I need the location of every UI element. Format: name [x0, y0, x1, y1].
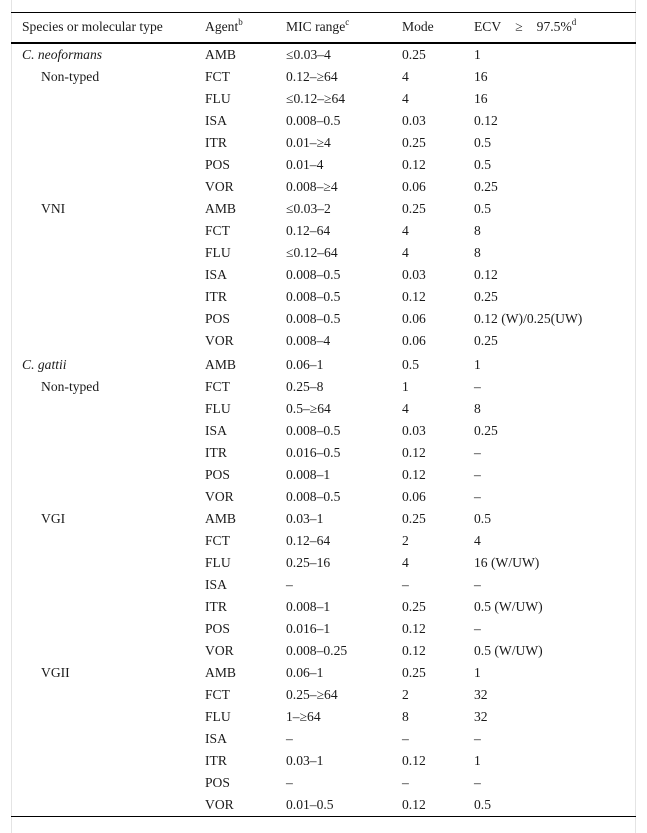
ecv-cell: 8 [474, 222, 481, 238]
species-cell: VGII [41, 664, 70, 680]
mode-cell: 0.5 [402, 356, 419, 372]
table-row [11, 794, 636, 817]
species-cell [11, 420, 195, 442]
mode-cell: 0.06 [402, 332, 426, 348]
mic-ecv-table [11, 12, 636, 817]
mic-range-cell: – [286, 774, 293, 790]
species-cell [11, 486, 195, 508]
species-cell [11, 398, 195, 420]
ecv-cell: 8 [474, 400, 481, 416]
mic-range-cell: 0.12–≥64 [286, 68, 338, 84]
agent-cell: FCT [205, 686, 230, 702]
mic-range-cell: 0.5–≥64 [286, 400, 331, 416]
mic-range-cell: 0.008–0.5 [286, 288, 341, 304]
mode-cell: 0.12 [402, 444, 426, 460]
mic-range-cell: 0.008–0.5 [286, 488, 341, 504]
mic-range-cell: ≤0.03–2 [286, 200, 331, 216]
ecv-cell: 0.12 [474, 112, 498, 128]
ecv-cell: 0.12 [474, 266, 498, 282]
table-row [11, 286, 636, 308]
mic-range-cell: 0.06–1 [286, 356, 324, 372]
mode-cell: 0.25 [402, 510, 426, 526]
species-cell [11, 132, 195, 154]
agent-cell: FCT [205, 378, 230, 394]
species-cell [11, 154, 195, 176]
table-row [11, 420, 636, 442]
agent-footnote-mark: b [238, 16, 243, 27]
mic-range-cell: 0.016–1 [286, 620, 331, 636]
mode-cell: 0.12 [402, 288, 426, 304]
agent-cell: AMB [205, 356, 236, 372]
ecv-cell: – [474, 444, 481, 460]
mic-range-cell: 1–≥64 [286, 708, 321, 724]
mode-cell: 4 [402, 90, 409, 106]
species-cell [11, 242, 195, 264]
species-cell [11, 772, 195, 794]
ecv-cell: – [474, 730, 481, 746]
table-row [11, 110, 636, 132]
agent-cell: ISA [205, 576, 227, 592]
ecv-cell: 1 [474, 356, 481, 372]
ecv-cell: 8 [474, 244, 481, 260]
ecv-cell: 0.12 (W)/0.25(UW) [474, 310, 583, 326]
mic-range-cell: 0.008–1 [286, 466, 331, 482]
mic-range-cell: 0.008–4 [286, 332, 331, 348]
agent-cell: ISA [205, 112, 227, 128]
mode-cell: 0.12 [402, 156, 426, 172]
table-row [11, 398, 636, 420]
agent-cell: POS [205, 774, 230, 790]
species-cell: Non-typed [41, 68, 100, 84]
mic-range-cell: – [286, 576, 293, 592]
mode-cell: 4 [402, 222, 409, 238]
table-row [11, 464, 636, 486]
ecv-cell: 0.5 [474, 134, 491, 150]
table-row [11, 662, 636, 684]
mode-cell: 0.25 [402, 664, 426, 680]
species-cell [11, 618, 195, 640]
table-row [11, 220, 636, 242]
table-row [11, 508, 636, 530]
table-row [11, 772, 636, 794]
mic-range-cell: 0.01–4 [286, 156, 324, 172]
agent-cell: FLU [205, 708, 231, 724]
table-row [11, 486, 636, 508]
table-row [11, 88, 636, 110]
table-row [11, 442, 636, 464]
species-cell [11, 750, 195, 772]
species-cell [11, 794, 195, 817]
ecv-cell: 0.5 [464, 794, 636, 817]
mic-range-cell: 0.12–64 [286, 532, 331, 548]
mode-cell: 0.12 [402, 620, 426, 636]
mode-cell: 0.25 [402, 598, 426, 614]
mic-range-cell: 0.25–≥64 [286, 686, 338, 702]
mode-cell: 0.12 [392, 794, 464, 817]
table-row [11, 242, 636, 264]
table-body [11, 43, 636, 817]
agent-cell: ITR [205, 288, 227, 304]
ecv-cell: 1 [474, 46, 481, 62]
table-row [11, 308, 636, 330]
mode-cell: 0.25 [402, 46, 426, 62]
ecv-operator: ≥ [515, 19, 523, 35]
table-row [11, 552, 636, 574]
species-cell [11, 552, 195, 574]
mode-cell: 0.06 [402, 310, 426, 326]
species-cell [11, 330, 195, 352]
table-row [11, 640, 636, 662]
mic-range-cell: 0.03–1 [286, 510, 324, 526]
agent-cell: VOR [205, 178, 234, 194]
species-cell [11, 264, 195, 286]
ecv-cell: 0.5 [474, 510, 491, 526]
ecv-cell: – [474, 378, 481, 394]
mode-cell: – [402, 576, 409, 592]
agent-cell: ITR [205, 752, 227, 768]
table-row [11, 330, 636, 352]
species-cell: VNI [41, 200, 66, 216]
mic-range-cell: 0.06–1 [286, 664, 324, 680]
mic-range-cell: 0.008–0.5 [286, 310, 341, 326]
agent-cell: FLU [205, 400, 231, 416]
species-cell [11, 176, 195, 198]
table-row [11, 352, 636, 376]
agent-cell: FLU [205, 554, 231, 570]
mic-range-cell: 0.25–16 [286, 554, 331, 570]
ecv-cell: 16 [474, 68, 488, 84]
ecv-cell: – [474, 620, 481, 636]
mode-cell: – [402, 774, 409, 790]
ecv-cell: 0.25 [474, 178, 498, 194]
header-mic-range: MIC range$^c$ [276, 13, 392, 43]
agent-cell: POS [205, 156, 230, 172]
table-row [11, 684, 636, 706]
species-cell [11, 640, 195, 662]
table-row [11, 176, 636, 198]
agent-cell: FLU [205, 90, 231, 106]
species-cell [11, 530, 195, 552]
mode-cell: 4 [402, 554, 409, 570]
mic-range-cell: 0.008–1 [286, 598, 331, 614]
species-cell [11, 442, 195, 464]
agent-cell: VOR [205, 642, 234, 658]
table-row [11, 264, 636, 286]
mode-cell: 0.03 [402, 266, 426, 282]
header-row [11, 13, 636, 43]
mic-range-cell: 0.008–0.25 [286, 642, 348, 658]
mode-cell: 0.12 [402, 752, 426, 768]
mode-cell: 4 [402, 68, 409, 84]
mode-cell: 4 [402, 244, 409, 260]
ecv-cell: 1 [474, 752, 481, 768]
ecv-cell: – [474, 488, 481, 504]
species-cell [11, 596, 195, 618]
table-row [11, 750, 636, 772]
mic-range-cell: 0.03–1 [286, 752, 324, 768]
mic-range-cell: 0.008–0.5 [286, 266, 341, 282]
species-cell: C. neoformans [22, 46, 103, 62]
agent-cell: POS [205, 310, 230, 326]
table-row [11, 574, 636, 596]
ecv-cell: – [474, 774, 481, 790]
mode-cell: 0.25 [402, 200, 426, 216]
species-cell [11, 308, 195, 330]
ecv-footnote-mark: d [571, 16, 577, 27]
ecv-cell: 0.25 [474, 332, 498, 348]
ecv-cell: 32 [474, 708, 488, 724]
species-cell [11, 684, 195, 706]
species-cell [11, 706, 195, 728]
species-cell: VGI [41, 510, 66, 526]
ecv-cell: 32 [474, 686, 488, 702]
table-row [11, 132, 636, 154]
agent-cell: ITR [205, 134, 227, 150]
table-row [11, 43, 636, 66]
species-cell: C. gattii [22, 356, 67, 372]
mode-cell: 0.03 [402, 112, 426, 128]
agent-cell: POS [205, 620, 230, 636]
agent-cell: ITR [205, 444, 227, 460]
table-row [11, 596, 636, 618]
table-row [11, 154, 636, 176]
agent-cell: ISA [205, 266, 227, 282]
species-cell [11, 110, 195, 132]
mic-range-cell: ≤0.03–4 [286, 46, 331, 62]
agent-cell: FCT [205, 68, 230, 84]
table-row [11, 618, 636, 640]
agent-cell: AMB [205, 200, 236, 216]
table-row [11, 530, 636, 552]
mode-cell: 0.06 [402, 488, 426, 504]
species-cell [11, 574, 195, 596]
mode-cell: 2 [402, 686, 409, 702]
mic-range-cell: 0.008–≥4 [286, 178, 338, 194]
species-cell [11, 220, 195, 242]
table-row [11, 376, 636, 398]
mode-cell: 0.12 [402, 642, 426, 658]
ecv-cell: 0.5 (W/UW) [474, 598, 543, 614]
mic-range-cell: 0.016–0.5 [286, 444, 341, 460]
ecv-percent: 97.5% [536, 19, 572, 35]
ecv-cell: 0.25 [474, 288, 498, 304]
agent-cell: AMB [205, 664, 236, 680]
ecv-cell: – [474, 576, 481, 592]
ecv-cell: 16 [474, 90, 488, 106]
ecv-cell: – [474, 466, 481, 482]
mode-cell: 0.06 [402, 178, 426, 194]
mode-cell: 0.12 [402, 466, 426, 482]
species-cell: Non-typed [41, 378, 100, 394]
species-cell [11, 286, 195, 308]
species-cell [11, 464, 195, 486]
ecv-cell: 0.25 [474, 422, 498, 438]
mode-cell: 8 [402, 708, 409, 724]
mic-range-cell: 0.01–≥4 [286, 134, 331, 150]
table-row [11, 728, 636, 750]
mic-range-cell: 0.12–64 [286, 222, 331, 238]
species-cell [11, 728, 195, 750]
table-header [11, 13, 636, 43]
ecv-cell: 0.5 [474, 156, 491, 172]
agent-cell: FCT [205, 222, 230, 238]
species-cell [11, 88, 195, 110]
mic-range-cell: 0.25–8 [286, 378, 324, 394]
mic-range-cell: 0.01–0.5 [276, 794, 392, 817]
agent-cell: AMB [205, 46, 236, 62]
mode-cell: 2 [402, 532, 409, 548]
agent-cell: VOR [195, 794, 276, 817]
header-agent: Agent$^b$ [195, 13, 276, 43]
agent-cell: ISA [205, 422, 227, 438]
ecv-cell: 4 [474, 532, 481, 548]
agent-cell: ISA [205, 730, 227, 746]
table-row [11, 66, 636, 88]
mic-range-cell: ≤0.12–64 [286, 244, 338, 260]
agent-cell: FLU [205, 244, 231, 260]
header-species: Species or molecular type [11, 13, 195, 43]
agent-cell: VOR [205, 488, 234, 504]
table-row [11, 706, 636, 728]
mic-footnote-mark: c [345, 16, 350, 27]
mode-cell: 1 [402, 378, 409, 394]
ecv-cell: 1 [474, 664, 481, 680]
mic-range-cell: 0.008–0.5 [286, 112, 341, 128]
mode-cell: 0.25 [402, 134, 426, 150]
agent-cell: VOR [205, 332, 234, 348]
mic-range-cell: – [286, 730, 293, 746]
agent-cell: ITR [205, 598, 227, 614]
ecv-cell: 0.5 [474, 200, 491, 216]
agent-cell: POS [205, 466, 230, 482]
header-mode: Mode [392, 13, 464, 43]
mode-cell: 4 [402, 400, 409, 416]
mode-cell: – [402, 730, 409, 746]
agent-cell: AMB [205, 510, 236, 526]
mic-range-cell: 0.008–0.5 [286, 422, 341, 438]
ecv-cell: 0.5 (W/UW) [474, 642, 543, 658]
table-row [11, 198, 636, 220]
mic-range-cell: ≤0.12–≥64 [286, 90, 346, 106]
ecv-cell: 16 (W/UW) [474, 554, 540, 570]
mode-cell: 0.03 [402, 422, 426, 438]
header-ecv: ECV ≥ 97.5%$^d$ [464, 13, 636, 43]
agent-cell: FCT [205, 532, 230, 548]
